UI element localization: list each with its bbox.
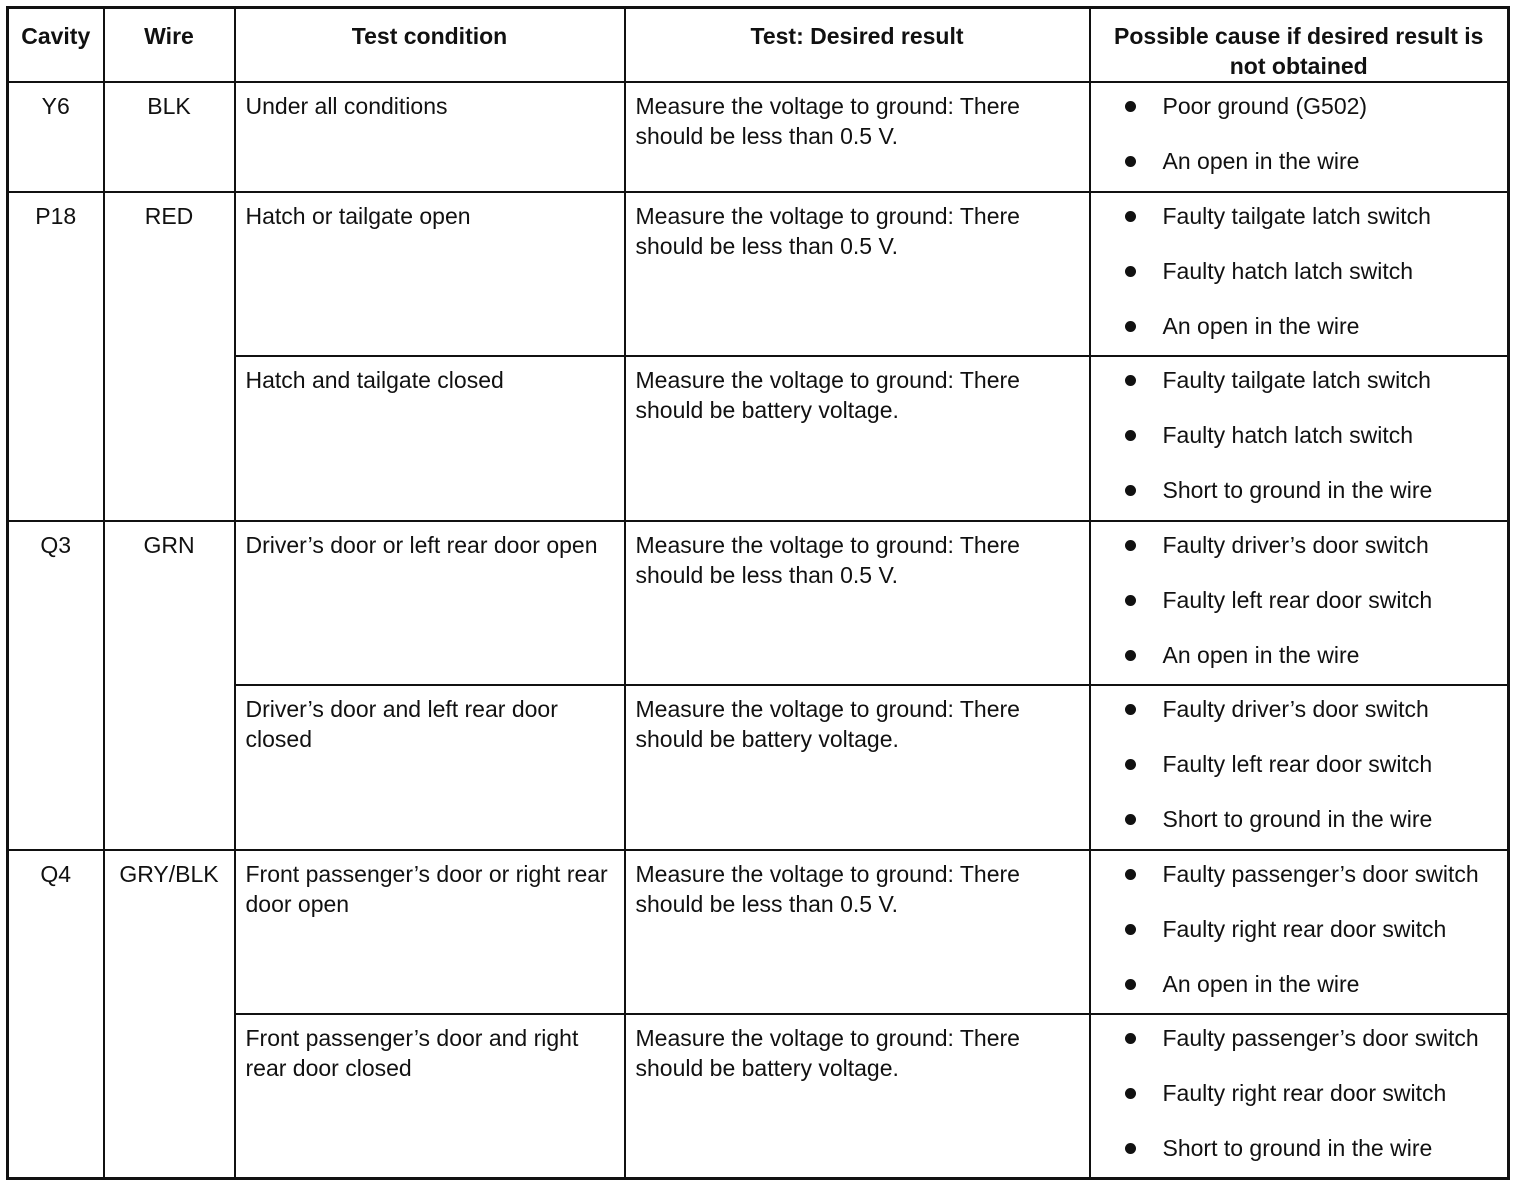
causes-cell — [1090, 82, 1509, 192]
bullet-icon — [1125, 1033, 1136, 1044]
list-item — [1125, 640, 1498, 670]
bullet-icon — [1125, 924, 1136, 935]
causes-cell — [1090, 192, 1509, 356]
header-row — [8, 8, 1509, 83]
causes-cell — [1090, 685, 1509, 850]
result-cell: Measure the voltage to ground: There should be less than 0.5 V. — [625, 850, 1090, 1014]
header-test-condition: Test condition — [235, 8, 625, 83]
diagnostic-table — [6, 6, 1510, 1180]
list-item — [1125, 1023, 1498, 1053]
result-cell: Measure the voltage to ground: There should be less than 0.5 V. — [625, 82, 1090, 192]
list-item — [1125, 914, 1498, 944]
causes-cell — [1090, 850, 1509, 1014]
cause-text: Short to ground in the wire — [1162, 477, 1433, 504]
cause-text: Faulty tailgate latch switch — [1162, 203, 1431, 230]
bullet-icon — [1125, 211, 1136, 222]
list-item — [1125, 146, 1498, 176]
cause-text: Faulty tailgate latch switch — [1162, 367, 1431, 394]
causes-list — [1101, 859, 1498, 999]
cavity-cell: Q3 — [8, 521, 104, 850]
cavity-cell: Q4 — [8, 850, 104, 1178]
bullet-icon — [1125, 101, 1136, 112]
cause-text: An open in the wire — [1162, 148, 1360, 174]
table-row — [8, 192, 1509, 356]
list-item — [1125, 1133, 1498, 1163]
bullet-icon — [1125, 595, 1136, 606]
cause-text: Faulty driver’s door switch — [1162, 696, 1429, 723]
list-item — [1125, 420, 1498, 450]
list-item — [1125, 585, 1498, 615]
list-item — [1125, 256, 1498, 286]
condition-cell: Front passenger’s door and right rear door closed — [235, 1014, 625, 1179]
list-item — [1125, 694, 1498, 724]
wire-cell: RED — [104, 192, 235, 520]
result-cell: Measure the voltage to ground: There should be battery voltage. — [625, 1014, 1090, 1179]
condition-cell: Hatch or tailgate open — [235, 192, 625, 356]
cause-text: An open in the wire — [1162, 313, 1360, 340]
bullet-icon — [1125, 266, 1136, 277]
cause-text: Short to ground in the wire — [1162, 1134, 1433, 1161]
condition-cell: Hatch and tailgate closed — [235, 356, 625, 521]
header-possible-cause: Possible cause if desired result is not obtained — [1090, 8, 1509, 83]
cause-text: Faulty left rear door switch — [1162, 751, 1433, 778]
bullet-icon — [1125, 814, 1136, 825]
cause-text: An open in the wire — [1162, 641, 1360, 668]
list-item — [1125, 311, 1498, 341]
list-item — [1125, 804, 1498, 834]
header-cavity: Cavity — [8, 8, 104, 83]
cause-text: Poor ground (G502) — [1162, 93, 1368, 119]
cause-text: Faulty hatch latch switch — [1162, 258, 1414, 285]
list-item — [1125, 749, 1498, 779]
bullet-icon — [1125, 156, 1136, 167]
bullet-icon — [1125, 704, 1136, 715]
cause-text: Faulty hatch latch switch — [1162, 422, 1414, 449]
causes-list — [1101, 1023, 1498, 1163]
causes-cell — [1090, 1014, 1509, 1179]
header-desired-result: Test: Desired result — [625, 8, 1090, 83]
result-cell: Measure the voltage to ground: There should be battery voltage. — [625, 685, 1090, 850]
wire-cell: GRY/BLK — [104, 850, 235, 1178]
list-item — [1125, 91, 1498, 121]
bullet-icon — [1125, 869, 1136, 880]
bullet-icon — [1125, 1088, 1136, 1099]
causes-list — [1101, 365, 1498, 505]
cause-text: Faulty driver’s door switch — [1162, 531, 1429, 558]
list-item — [1125, 859, 1498, 889]
list-item — [1125, 201, 1498, 231]
bullet-icon — [1125, 979, 1136, 990]
list-item — [1125, 1078, 1498, 1108]
condition-cell: Driver’s door or left rear door open — [235, 521, 625, 686]
wire-cell: GRN — [104, 521, 235, 850]
cavity-cell: P18 — [8, 192, 104, 520]
table-row — [8, 82, 1509, 192]
bullet-icon — [1125, 759, 1136, 770]
bullet-icon — [1125, 321, 1136, 332]
result-cell: Measure the voltage to ground: There should be battery voltage. — [625, 356, 1090, 521]
cause-text: Faulty passenger’s door switch — [1162, 1024, 1479, 1051]
condition-cell: Driver’s door and left rear door closed — [235, 685, 625, 850]
cause-text: Faulty left rear door switch — [1162, 586, 1433, 613]
list-item — [1125, 475, 1498, 505]
list-item — [1125, 969, 1498, 999]
causes-cell — [1090, 521, 1509, 686]
list-item — [1125, 365, 1498, 395]
cause-text: Faulty right rear door switch — [1162, 1079, 1447, 1106]
bullet-icon — [1125, 650, 1136, 661]
condition-cell: Front passenger’s door or right rear door open — [235, 850, 625, 1014]
list-item — [1125, 530, 1498, 560]
wire-cell: BLK — [104, 82, 235, 192]
causes-list — [1101, 201, 1498, 341]
condition-cell: Under all conditions — [235, 82, 625, 192]
bullet-icon — [1125, 430, 1136, 441]
result-cell: Measure the voltage to ground: There should be less than 0.5 V. — [625, 192, 1090, 356]
causes-list — [1101, 694, 1498, 834]
cavity-cell: Y6 — [8, 82, 104, 192]
table-row — [8, 521, 1509, 686]
causes-list — [1101, 530, 1498, 670]
cause-text: Faulty right rear door switch — [1162, 916, 1447, 943]
bullet-icon — [1125, 1143, 1136, 1154]
causes-list — [1101, 91, 1498, 176]
result-cell: Measure the voltage to ground: There should be less than 0.5 V. — [625, 521, 1090, 686]
causes-cell — [1090, 356, 1509, 521]
cause-text: Short to ground in the wire — [1162, 806, 1433, 833]
cause-text: An open in the wire — [1162, 971, 1360, 998]
bullet-icon — [1125, 375, 1136, 386]
header-wire: Wire — [104, 8, 235, 83]
bullet-icon — [1125, 485, 1136, 496]
bullet-icon — [1125, 540, 1136, 551]
table-row — [8, 850, 1509, 1014]
cause-text: Faulty passenger’s door switch — [1162, 861, 1479, 888]
